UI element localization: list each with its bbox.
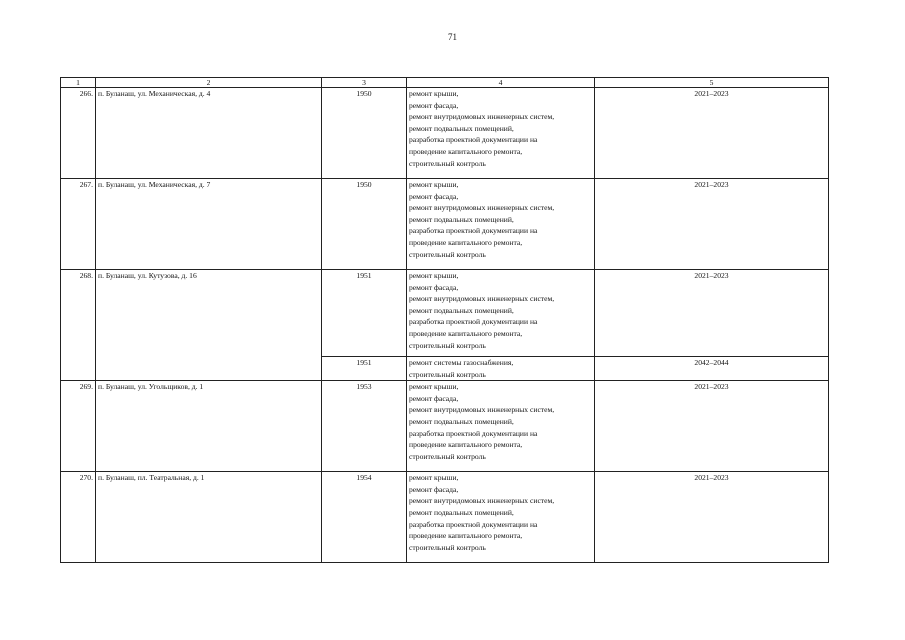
work-item: строительный контроль [409,249,486,259]
table-row [61,381,829,472]
build-year: 1951 [322,357,407,381]
work-item: ремонт фасада, [409,191,459,201]
column-header-period: 5 [595,78,829,88]
repair-schedule-table [60,77,829,563]
work-item: строительный контроль [409,340,486,350]
work-item: ремонт фасада, [409,282,459,292]
work-item: разработка проектной документации на [409,135,538,145]
work-item: ремонт подвальных помещений, [409,416,514,426]
work-item: ремонт внутридомовых инженерных систем, [409,405,555,415]
work-item: проведение капитального ремонта, [409,531,523,541]
row-number: 270. [61,472,96,563]
repair-period: 2021–2023 [595,270,829,357]
work-item: строительный контроль [409,158,486,168]
work-item: разработка проектной документации на [409,519,538,529]
build-year: 1953 [322,381,407,472]
building-address: п. Буланаш, ул. Кутузова, д. 16 [96,270,322,381]
build-year: 1950 [322,179,407,270]
building-address: п. Буланаш, ул. Механическая, д. 7 [96,179,322,270]
page-number: 71 [448,32,457,42]
table-row [61,88,829,179]
work-item: ремонт внутридомовых инженерных систем, [409,294,555,304]
works-list [407,357,595,381]
repair-period: 2021–2023 [595,88,829,179]
work-item: проведение капитального ремонта, [409,146,523,156]
repair-period: 2021–2023 [595,472,829,563]
work-item: разработка проектной документации на [409,226,538,236]
work-item: проведение капитального ремонта, [409,440,523,450]
column-header-year: 3 [322,78,407,88]
row-number: 269. [61,381,96,472]
column-header-number: 1 [61,78,96,88]
work-item: проведение капитального ремонта, [409,328,523,338]
column-header-works: 4 [407,78,595,88]
row-number: 266. [61,88,96,179]
works-list [407,381,595,472]
work-item: строительный контроль [409,542,486,552]
work-item: ремонт крыши, [409,473,459,483]
work-item: ремонт фасада, [409,393,459,403]
building-address: п. Буланаш, ул. Механическая, д. 4 [96,88,322,179]
work-item: ремонт подвальных помещений, [409,123,514,133]
repair-period: 2021–2023 [595,381,829,472]
work-item: проведение капитального ремонта, [409,237,523,247]
build-year: 1954 [322,472,407,563]
work-item: ремонт фасада, [409,484,459,494]
row-number: 268. [61,270,96,381]
work-item: ремонт подвальных помещений, [409,305,514,315]
table-row [61,179,829,270]
works-list [407,270,595,357]
repair-period: 2021–2023 [595,179,829,270]
work-item: ремонт подвальных помещений, [409,214,514,224]
row-number: 267. [61,179,96,270]
table-row [61,270,829,357]
work-item: строительный контроль [409,451,486,461]
repair-period: 2042–2044 [595,357,829,381]
build-year: 1950 [322,88,407,179]
work-item: ремонт крыши, [409,180,459,189]
work-item: разработка проектной документации на [409,317,538,327]
work-item: ремонт подвальных помещений, [409,507,514,517]
works-list [407,472,595,563]
work-item: ремонт фасада, [409,100,459,110]
work-item: ремонт крыши, [409,89,459,98]
works-list [407,179,595,270]
work-item: ремонт внутридомовых инженерных систем, [409,112,555,122]
work-item: разработка проектной документации на [409,428,538,438]
work-item: ремонт внутридомовых инженерных систем, [409,203,555,213]
works-list [407,88,595,179]
column-number-row [61,78,829,88]
building-address: п. Буланаш, ул. Угольщиков, д. 1 [96,381,322,472]
column-header-address: 2 [96,78,322,88]
building-address: п. Буланаш, пл. Театральная, д. 1 [96,472,322,563]
table-row [61,472,829,563]
work-item: ремонт внутридомовых инженерных систем, [409,496,555,506]
work-item: ремонт крыши, [409,271,459,280]
work-item: ремонт крыши, [409,382,459,392]
build-year: 1951 [322,270,407,357]
work-item: ремонт системы газоснабжения, [409,358,514,367]
work-item: строительный контроль [409,369,486,379]
